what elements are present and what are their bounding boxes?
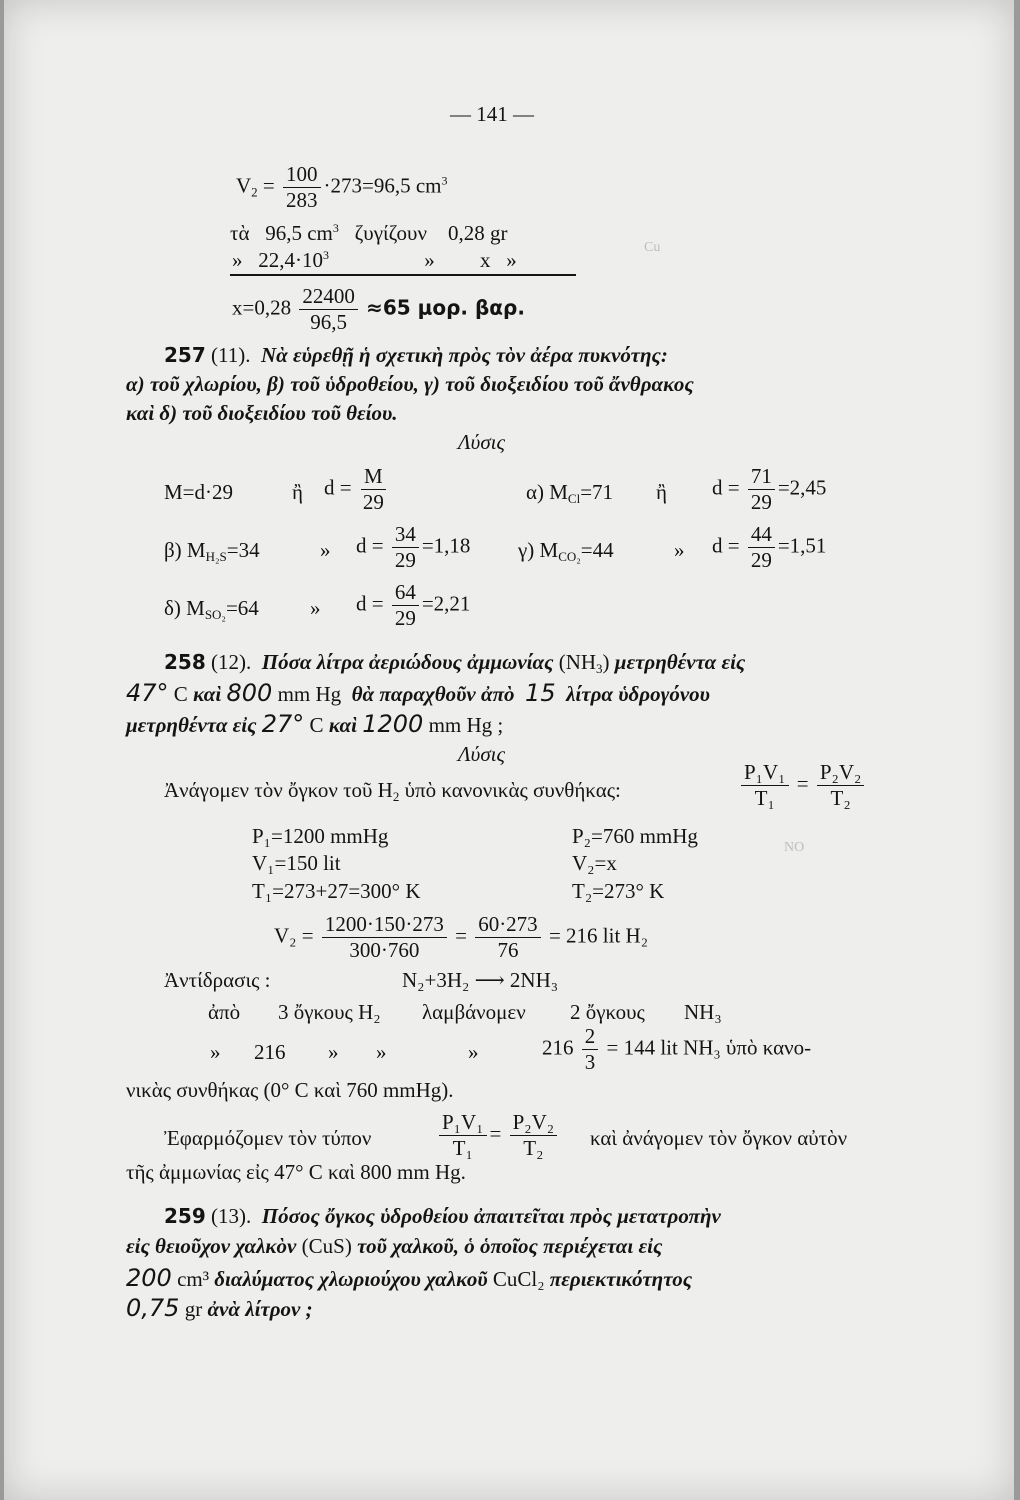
problem-259-line-4: 0,75 gr ἀνὰ λίτρον ; [126,1294,313,1322]
ditto-d: » [376,1040,387,1064]
fraction: $\frac{1200\cdot 150\cdot 273}{300\cdot 760}$ [322,914,447,961]
bleed-through: NO [784,840,805,855]
problem-259-line-1: 259 (13). Πόσος ὄγκος ὑδροθείου ἀπαιτεῖται πρὸς μετατροπὴν [164,1204,721,1228]
density-h2s: β) $M_{H_2S}=34$ [164,538,260,564]
apply-formula-tail: καὶ ἀνάγομεν τὸν ὄγκον αὐτὸν [590,1126,848,1150]
t2-value: T₂=273° K [572,879,665,903]
reaction-label: Ἀντίδρασις : [164,968,271,992]
proportion-row-1: τὰ 96,5 $cm^3$ ζυγίζουν 0,28 gr [230,221,508,245]
from-b: 3 ὄγκους H₂ [278,1000,381,1024]
density-h2s-result: d = $\frac{34}{29}$ =1,18 [356,522,471,572]
or-word: ἢ [292,480,303,504]
fraction: $\frac{\text{P₁V₁}}{\text{T₁}}$ [439,1112,487,1159]
problem-258-line-3: μετρηθέντα εἰς 27° C καὶ 1200 mm Hg ; [126,710,504,738]
problem-259-line-2: εἰς θειοῦχον χαλκὸν (CuS) τοῦ χαλκοῦ, ὁ ὁποῖος περιέχεται εἰς [126,1234,663,1258]
fraction: $\frac{2}{3}$ [582,1026,599,1073]
page-number: — 141 — [450,102,534,126]
ditto-mark: » [674,538,685,562]
formula-d: d = $\frac{M}{29}$ [324,466,390,513]
t1-value: T₁=273+27=300° K [252,879,421,903]
ditto-mark: » [320,538,331,562]
nh3-calculation: 216 $\frac{2}{3}$ = 144 lit NH₃ ὑπὸ κανο- [542,1024,812,1074]
gas-law-formula-2: $\frac{\text{P₁V₁}}{\text{T₁}}$ = $\frac{\text{P₂V₂}}{\text{T₂}}$ [436,1112,560,1159]
fraction: $\frac{100}{283}$ [283,164,321,211]
v2-calculation: V₂ = $\frac{1200\cdot 150\cdot 273}{300\cdot 760}$ = $\frac{60\cdot 273}{76}$ = 216 lit H₂ [274,912,649,962]
problem-258-line-2: 47° C καὶ 800 mm Hg θὰ παραχθοῦν ἀπὸ 15 λίτρα ὑδρογόνου [126,679,710,707]
normal-conditions: νικὰς συνθήκας (0° C καὶ 760 mmHg). [126,1078,454,1102]
gas-law-formula: $\frac{\text{P₁V₁}}{\text{T₁}}$ = $\frac{\text{P₂V₂}}{\text{T₂}}$ [738,762,867,809]
underline [230,274,576,276]
fraction: $\frac{64}{29}$ [392,582,419,629]
problem-257-line-2: α) τοῦ χλωρίου, β) τοῦ ὑδροθείου, γ) τοῦ διοξειδίου τοῦ ἄνθρακος [126,372,694,396]
book-page [4,0,1014,1500]
density-chlorine: α) $M_{Cl}=71$ [526,480,614,506]
problem-258-line-1: 258 (12). Πόσα λίτρα ἀεριώδους ἀμμωνίας $(NH_3)$ μετρηθέντα εἰς [164,650,746,676]
density-co2-result: d = $\frac{44}{29}$ =1,51 [712,522,827,572]
bleed-through: Cu [644,240,661,255]
p2-value: P₂=760 mmHg [572,824,698,848]
v2-equation: $V_2$ = $\frac{100}{283}$ ·273=96,5 $cm^3$ [236,162,448,212]
fraction: $\frac{\text{P₂V₂}}{\text{T₂}}$ [510,1112,558,1159]
v1-value: V₁=150 lit [252,851,341,875]
density-chlorine-result: d = $\frac{71}{29}$ =2,45 [712,464,827,514]
fraction: $\frac{34}{29}$ [392,524,419,571]
formula-m: M=d·29 [164,480,234,504]
x-equation: x=0,28 $\frac{22400}{96,5}$ ≈65 μορ. βαρ. [232,284,525,334]
problem-259-line-3: 200 cm³ διαλύματος χλωριούχου χαλκοῦ CuCl₂ περιεκτικότητος [126,1264,693,1292]
fraction: $\frac{M}{29}$ [362,464,384,514]
from-d: 2 ὄγκους [570,1000,645,1024]
proportion-row-2: » $22,4\cdot 10^3$ » x » [232,248,517,272]
fraction: $\frac{71}{29}$ [748,466,775,513]
density-so2: δ) $M_{SO_2}=64$ [164,596,259,622]
v2-value: V₂=x [572,851,617,875]
ammonia-conditions: τῆς ἀμμωνίας εἰς 47° C καὶ 800 mm Hg. [126,1160,466,1184]
problem-257-line-3: καὶ δ) τοῦ διοξειδίου τοῦ θείου. [126,401,398,425]
solution-heading: Λύσις [458,430,506,454]
apply-formula-text: Ἐφαρμόζομεν τὸν τύπον [164,1126,372,1150]
from-e: NH₃ [684,1000,722,1024]
fraction: $\frac{60\cdot 273}{76}$ [475,914,541,961]
ditto-a: » [210,1040,221,1064]
ditto-mark: » [310,596,321,620]
fraction: $\frac{\text{P₂V₂}}{\text{T₂}}$ [817,762,865,809]
or-word: ἢ [656,480,667,504]
fraction: $\frac{\text{P₁V₁}}{\text{T₁}}$ [741,762,789,809]
p1-value: P₁=1200 mmHg [252,824,389,848]
density-co2: γ) $M_{CO_2}=44$ [518,538,614,564]
fraction: $\frac{44}{29}$ [748,524,775,571]
from-a: ἀπὸ [208,1000,241,1024]
ditto-216: 216 [254,1040,286,1064]
solution-heading: Λύσις [458,742,506,766]
ditto-e: » [468,1040,479,1064]
reaction-equation: N₂+3H₂ ⟶ 2NH₃ [402,968,559,992]
ditto-c: » [328,1040,339,1064]
problem-257-line-1: 257 (11). Νὰ εὑρεθῇ ἡ σχετικὴ πρὸς τὸν ἀέρα πυκνότης: [164,343,668,367]
density-so2-result: d = $\frac{64}{29}$ =2,21 [356,580,471,630]
from-c: λαμβάνομεν [422,1000,526,1024]
fraction: $\frac{22400}{96,5}$ [299,286,358,333]
reduce-intro: Ἀνάγομεν τὸν ὄγκον τοῦ $H_2$ ὑπὸ κανονικὰς συνθήκας: [164,778,621,804]
